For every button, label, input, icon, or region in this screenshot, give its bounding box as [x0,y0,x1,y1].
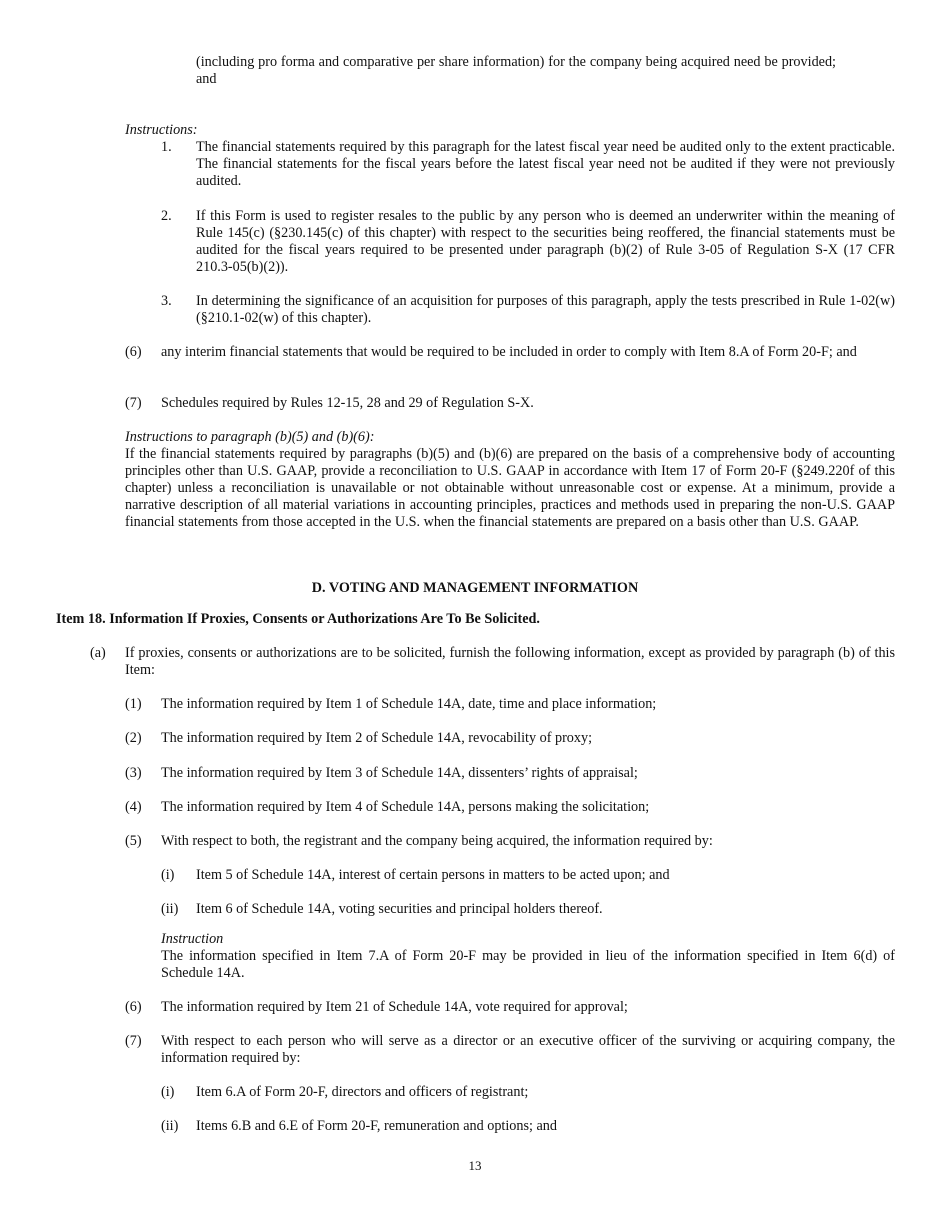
instruction-heading: Instruction [161,931,224,947]
paragraph-number: (a) [90,645,106,661]
item-title: Item 18. Information If Proxies, Consents or Authorizations Are To Be Solicited. [56,611,540,627]
paragraph-text: any interim financial statements that would be required to be included in order to comply with Item 8.A of Form 20-F; and [161,344,857,360]
list-item: With respect to each person who will serve as a director or an executive officer of the surviving or acquiring company, the information required by: [161,1033,895,1066]
paragraph-text: Schedules required by Rules 12-15, 28 and 29 of Regulation S-X. [161,395,534,411]
paragraph-text: If proxies, consents or authorizations are to be solicited, furnish the following information, except as provided by paragraph (b) of this Item: [125,645,895,678]
list-number: (7) [125,1033,142,1049]
list-number: (4) [125,799,142,815]
paragraph-number: (6) [125,344,142,360]
section-heading: D. VOTING AND MANAGEMENT INFORMATION [311,580,639,596]
instruction-number: 1. [161,139,172,155]
list-item: The information required by Item 21 of Schedule 14A, vote required for approval; [161,999,628,1015]
paragraph-number: (7) [125,395,142,411]
sub-list-number: (i) [161,1084,175,1100]
sub-list-number: (i) [161,867,175,883]
instructions-heading: Instructions to paragraph (b)(5) and (b)(6): [125,429,375,445]
instruction-text: The information specified in Item 7.A of Form 20-F may be provided in lieu of the information specified in Item 6(d) of Schedule 14A. [161,948,895,981]
page-number: 13 [468,1158,482,1173]
carryover-text: (including pro forma and comparative per share information) for the company being acquired need be provided; and [196,54,836,87]
instruction-text: In determining the significance of an acquisition for purposes of this paragraph, apply the tests prescribed in Rule 1-02(w) (§210.1-02(w) of this chapter). [196,293,895,326]
list-number: (1) [125,696,142,712]
instructions-text: If the financial statements required by paragraphs (b)(5) and (b)(6) are prepared on the basis of a comprehensive body of accounting principles other than U.S. GAAP, provide a reconciliation to U.S. GAAP in accordance with Item 17 of Form 20-F (§249.220f of this chapter) unless a reconciliation is unavailable or not obtainable without unreasonable cost or expense. At a minimum, provide a narrative description of all material variations in accounting principles, practices and methods used in preparing the non-U.S. GAAP financial statements from those accepted in the U.S. when the financial statements are prepared on a basis other than U.S. GAAP. [125,446,895,530]
sub-list-item: Items 6.B and 6.E of Form 20-F, remuneration and options; and [196,1118,557,1134]
list-item: The information required by Item 1 of Schedule 14A, date, time and place information; [161,696,657,712]
list-item: The information required by Item 2 of Schedule 14A, revocability of proxy; [161,730,593,746]
list-number: (6) [125,999,142,1015]
list-item: With respect to both, the registrant and the company being acquired, the information required by: [161,833,713,849]
sub-list-item: Item 6 of Schedule 14A, voting securities and principal holders thereof. [196,901,603,917]
list-item: The information required by Item 4 of Schedule 14A, persons making the solicitation; [161,799,650,815]
list-number: (2) [125,730,142,746]
instruction-number: 2. [161,208,172,224]
list-item: The information required by Item 3 of Schedule 14A, dissenters’ rights of appraisal; [161,765,638,781]
instruction-text: If this Form is used to register resales to the public by any person who is deemed an underwriter within the meaning of Rule 145(c) (§230.145(c) of this chapter) with respect to the securities being reoffered, the financial statements must be audited for the fiscal years required to be presented under paragraph (b)(2) of Rule 3-05 of Regulation S-X (17 CFR 210.3-05(b)(2)). [196,208,895,275]
sub-list-number: (ii) [161,901,179,917]
sub-list-number: (ii) [161,1118,179,1134]
list-number: (5) [125,833,142,849]
instruction-text: The financial statements required by this paragraph for the latest fiscal year need be audited only to the extent practicable. The financial statements for the fiscal years before the latest fiscal year need not be audited if they were not previously audited. [196,139,895,189]
sub-list-item: Item 5 of Schedule 14A, interest of certain persons in matters to be acted upon; and [196,867,670,883]
list-number: (3) [125,765,142,781]
instructions-heading: Instructions: [125,122,198,138]
instruction-number: 3. [161,293,172,309]
sub-list-item: Item 6.A of Form 20-F, directors and officers of registrant; [196,1084,529,1100]
